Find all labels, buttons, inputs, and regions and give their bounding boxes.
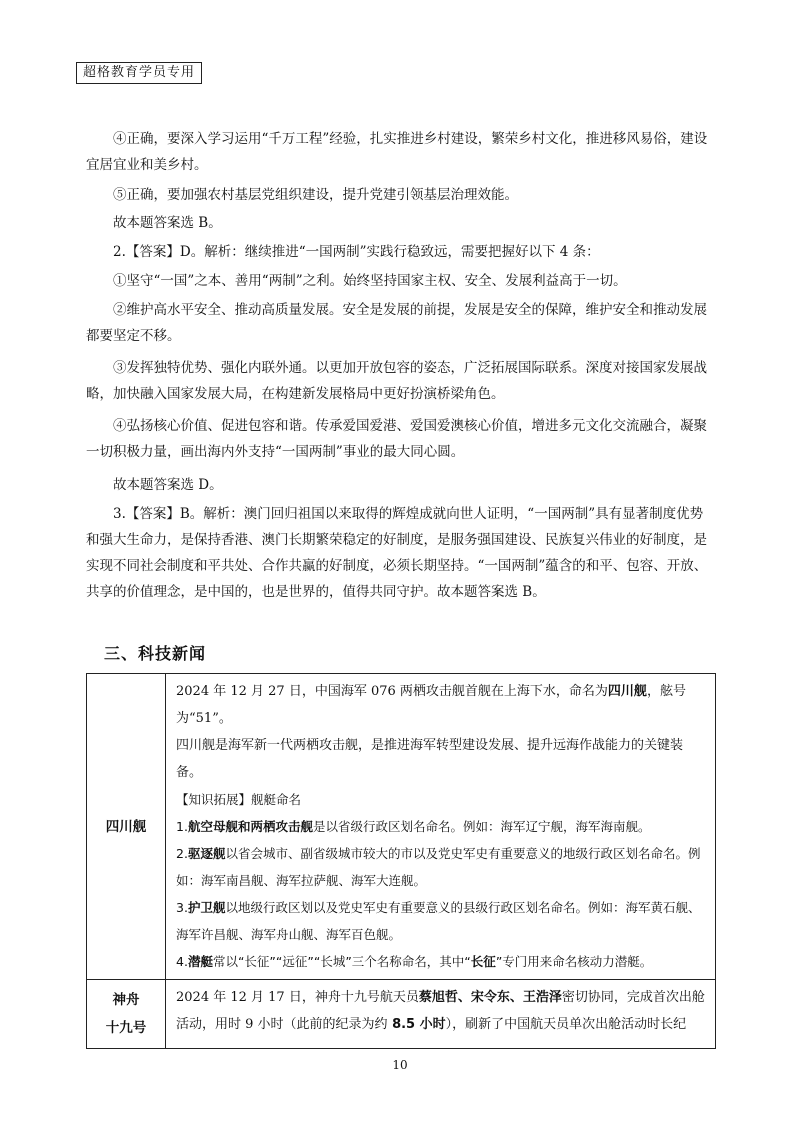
paragraph-point-1: ①坚守“一国”之本、善用“两制”之利。始终坚持国家主权、安全、发展利益高于一切。	[113, 273, 627, 289]
paragraph-point-4: ④弘扬核心价值、促进包容和谐。传承爱国爱港、爱国爱澳核心价值，增进多元文化交流融合，凝聚一切积极力量，画出海内外支持“一国两制”事业的最大同心圆。	[86, 418, 707, 460]
paragraph-item-5: ⑤正确，要加强农村基层党组织建设，提升党建引领基层治理效能。	[113, 187, 518, 203]
naming-rule-4: 4.潜艇常以“长征”“远征”“长城”三个名称命名，其中“长征”专门用来命名核动力潜艇。	[176, 954, 653, 969]
naming-rule-2: 2.驱逐舰以省会城市、副省级城市较大的市以及党史军史有重要意义的地级行政区划名命名。例如：海军南昌舰、海军拉萨舰、海军大连舰。	[176, 846, 701, 888]
sichuan-line-1: 2024 年 12 月 27 日，中国海军 076 两栖攻击舰首舰在上海下水，命名为四川舰，舷号为“51”。	[176, 684, 686, 726]
paragraph-question-2: 2.【答案】D。解析：继续推进“一国两制”实践行稳致远，需要把握好以下 4 条：	[113, 244, 600, 260]
row-content-shenzhou: 2024 年 12 月 17 日，神舟十九号航天员蔡旭哲、宋令东、王浩泽密切协同，完成首次出舱活动，用时 9 小时（此前的纪录为约 8.5 小时），刷新了中国航天员单次出舱活动时长纪	[166, 980, 716, 1049]
row-label-sichuan: 四川舰	[87, 674, 166, 980]
paragraph-answer-b: 故本题答案选 B。	[113, 215, 222, 231]
paragraph-question-3: 3.【答案】B。解析：澳门回归祖国以来取得的辉煌成就向世人证明，“一国两制”具有显著制度优势和强大生命力，是保持香港、澳门长期繁荣稳定的好制度，是服务强国建设、民族复兴伟业的好制度，是实现不同社会制度和平共处、合作共赢的好制度，必须长期坚持。“一国两制”蕴含的和平、包容、开放、共享的价值理念，是中国的，也是世界的，值得共同守护。故本题答案选 B。	[86, 506, 708, 600]
tech-news-table	[86, 673, 716, 1049]
paragraph-item-4: ④正确，要深入学习运用“千万工程”经验，扎实推进乡村建设，繁荣乡村文化，推进移风易俗，建设宜居宜业和美乡村。	[86, 131, 708, 173]
naming-rule-1: 1.航空母舰和两栖攻击舰是以省级行政区划名命名。例如：海军辽宁舰，海军海南舰。	[176, 819, 651, 834]
sichuan-line-2: 四川舰是海军新一代两栖攻击舰，是推进海军转型建设发展、提升远海作战能力的关键装备。	[176, 738, 684, 780]
knowledge-extension-title: 【知识拓展】舰艇命名	[176, 792, 302, 807]
row-label-shenzhou: 神舟 十九号	[87, 980, 166, 1049]
paragraph-point-3: ③发挥独特优势、强化内联外通。以更加开放包容的姿态，广泛拓展国际联系。深度对接国家发展战略，加快融入国家发展大局，在构建新发展格局中更好扮演桥梁角色。	[86, 360, 707, 402]
paragraph-point-2: ②维护高水平安全、推动高质量发展。安全是发展的前提，发展是安全的保障，维护安全和推动发展都要坚定不移。	[86, 302, 707, 344]
page-number: 10	[392, 1058, 408, 1072]
naming-rule-3: 3.护卫舰以地级行政区划以及党史军史有重要意义的县级行政区划名命名。例如：海军黄石舰、海军许昌舰、海军舟山舰、海军百色舰。	[176, 900, 701, 942]
section-title: 三、科技新闻	[104, 644, 207, 663]
paragraph-answer-d: 故本题答案选 D。	[113, 477, 223, 493]
table-row	[87, 674, 716, 980]
table-row	[87, 980, 716, 1049]
row-content-sichuan	[166, 674, 716, 980]
header-label: 超格教育学员专用	[76, 62, 202, 84]
